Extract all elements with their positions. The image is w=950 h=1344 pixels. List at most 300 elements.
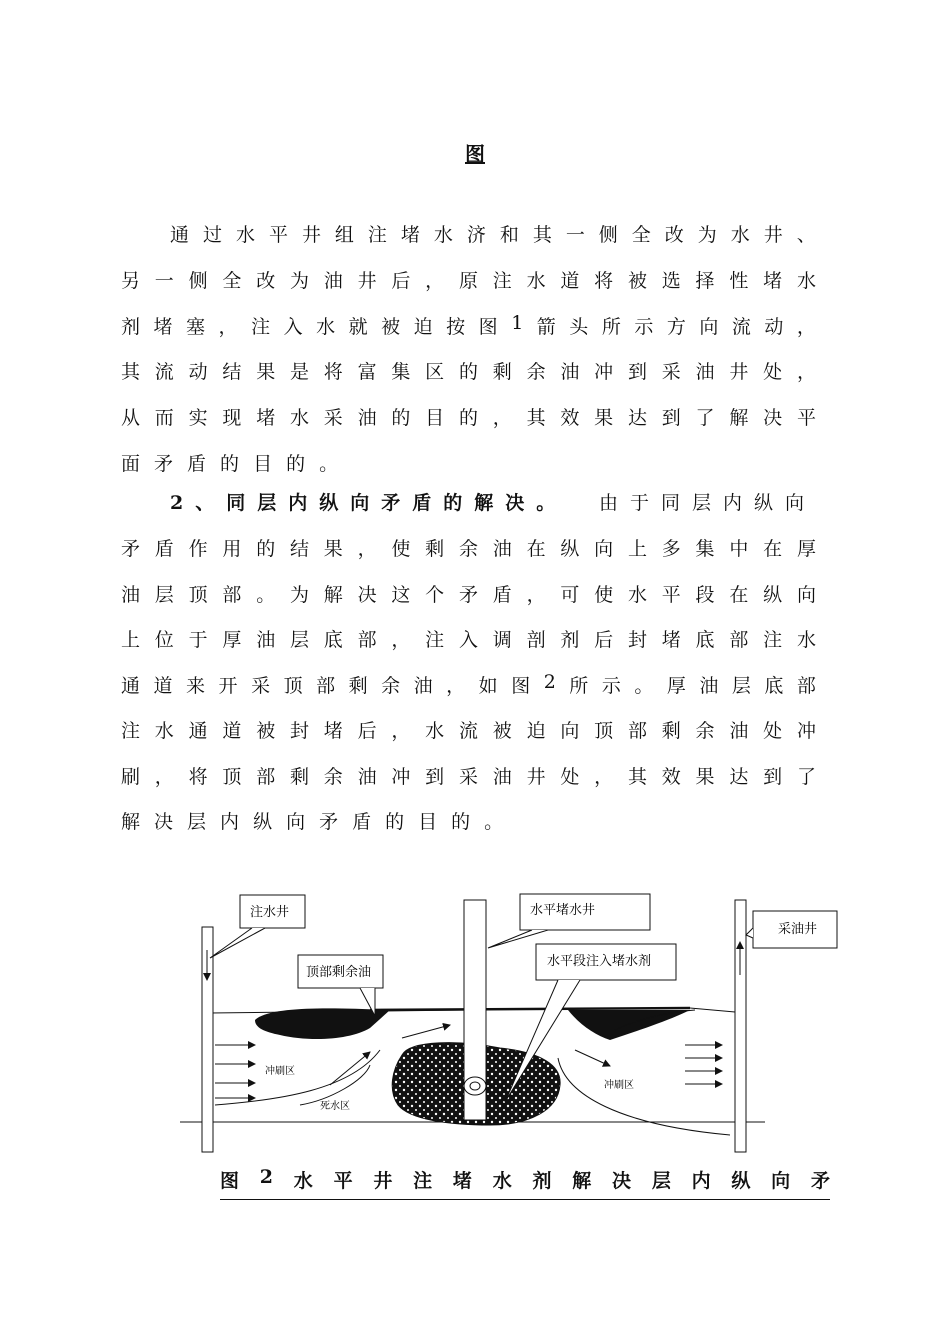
text-char: 决 — [357, 584, 377, 606]
text-char: 水 — [730, 224, 750, 246]
caption-char: 水 — [492, 1170, 512, 1192]
callout-pointer — [210, 928, 265, 958]
flow-curve-right — [558, 1058, 730, 1135]
text-char: 原 — [458, 270, 478, 292]
text-char: 全 — [222, 270, 242, 292]
text-char: 油 — [492, 538, 512, 560]
text-char: 纵 — [253, 811, 273, 833]
text-char: ， — [796, 316, 816, 338]
text-char: 择 — [695, 270, 715, 292]
text-char: 示 — [634, 316, 654, 338]
text-char: 道 — [560, 270, 580, 292]
text-char: 了 — [695, 407, 715, 429]
caption-char: 平 — [333, 1170, 353, 1192]
text-line — [121, 266, 816, 293]
text-char: 改 — [256, 270, 276, 292]
text-char: 矛 — [121, 538, 141, 560]
text-char: 顶 — [283, 675, 303, 697]
text-char: 济 — [466, 224, 486, 246]
text-char: 底 — [695, 629, 715, 651]
label-dead-water-zone: 死水区 — [320, 1101, 350, 1112]
text-char: 道 — [222, 720, 242, 742]
flow-curve-left — [215, 1050, 380, 1105]
text-char: ， — [391, 629, 411, 651]
text-char: 于 — [188, 629, 208, 651]
text-char: 油 — [729, 720, 749, 742]
text-char: 迫 — [526, 720, 546, 742]
text-char: ， — [492, 407, 512, 429]
text-char: 油 — [121, 584, 141, 606]
text-char: 现 — [222, 407, 242, 429]
text-char: 过 — [202, 224, 222, 246]
text-char: 堵 — [763, 270, 783, 292]
text-char: 示 — [601, 675, 621, 697]
text-char: 效 — [661, 766, 681, 788]
text-char: 、 — [796, 224, 816, 246]
text-char: 结 — [222, 361, 242, 383]
text-char: 水 — [316, 316, 336, 338]
text-char: 所 — [569, 675, 589, 697]
text-char: 流 — [154, 361, 174, 383]
text-char: 水 — [289, 407, 309, 429]
text-char: ， — [357, 538, 377, 560]
text-char: ， — [425, 270, 445, 292]
text-char: 水 — [154, 720, 174, 742]
text-char: 流 — [458, 720, 478, 742]
text-char: 封 — [289, 720, 309, 742]
label-flush-zone-right: 冲刷区 — [604, 1080, 634, 1091]
text-char: 实 — [188, 407, 208, 429]
text-char: 为 — [697, 224, 717, 246]
text-char: 通 — [188, 720, 208, 742]
caption-char: 注 — [413, 1170, 433, 1192]
text-char: 效 — [560, 407, 580, 429]
caption-char: 水 — [293, 1170, 313, 1192]
text-char: 井 — [526, 766, 546, 788]
text-char: 将 — [594, 270, 614, 292]
text-line — [121, 357, 816, 384]
text-char: 层 — [154, 584, 174, 606]
text-char: ， — [526, 584, 546, 606]
caption-char: 内 — [691, 1170, 711, 1192]
text-char: 选 — [661, 270, 681, 292]
text-char: 油 — [492, 766, 512, 788]
text-char: 面 — [121, 453, 141, 475]
text-char: 水 — [235, 224, 255, 246]
text-char: 达 — [627, 407, 647, 429]
text-char: 集 — [695, 538, 715, 560]
text-char: 到 — [763, 766, 783, 788]
text-char: 方 — [666, 316, 686, 338]
text-char: 采 — [661, 361, 681, 383]
text-char: 井 — [763, 224, 783, 246]
text-char: 到 — [661, 407, 681, 429]
text-char: 图 — [511, 675, 531, 697]
text-char: 果 — [323, 538, 343, 560]
text-char: 被 — [381, 316, 401, 338]
text-line — [121, 312, 816, 339]
text-char: 堵 — [661, 629, 681, 651]
text-char: 富 — [357, 361, 377, 383]
text-char: 。 — [256, 584, 276, 606]
text-char: 处 — [763, 720, 783, 742]
text-char: 个 — [425, 584, 445, 606]
text-char: 水 — [796, 629, 816, 651]
text-char: 剖 — [526, 629, 546, 651]
text-char: 处 — [560, 766, 580, 788]
text-line — [121, 449, 816, 476]
text-char: 动 — [188, 361, 208, 383]
text-char: 堵 — [256, 407, 276, 429]
text-char: 头 — [569, 316, 589, 338]
text-char: 入 — [283, 316, 303, 338]
text-char: 从 — [121, 407, 141, 429]
text-char: 多 — [661, 538, 681, 560]
text-char: 的 — [220, 453, 240, 475]
text-char: 注 — [763, 629, 783, 651]
text-char: 和 — [499, 224, 519, 246]
text-char: 通 — [170, 224, 190, 246]
text-char: 的 — [458, 361, 478, 383]
text-char: 注 — [121, 720, 141, 742]
text-char: 其 — [532, 224, 552, 246]
text-char: 余 — [323, 766, 343, 788]
layer-top-right — [690, 1008, 735, 1012]
text-char: 注 — [425, 629, 445, 651]
text-char: 剩 — [425, 538, 445, 560]
label-production-well: 采油井 — [778, 922, 818, 937]
top-remaining-oil-left — [255, 1008, 390, 1039]
text-char: 厚 — [222, 629, 242, 651]
text-char: 矛 — [154, 453, 174, 475]
text-char: 的 — [451, 811, 471, 833]
text-char: 来 — [186, 675, 206, 697]
text-char: 入 — [458, 629, 478, 651]
text-char: 冲 — [594, 361, 614, 383]
text-char: 道 — [153, 675, 173, 697]
text-char: 上 — [121, 629, 141, 651]
text-char: 而 — [154, 407, 174, 429]
text-char: 采 — [458, 766, 478, 788]
caption-char: 井 — [373, 1170, 393, 1192]
text-char: 侧 — [598, 224, 618, 246]
text-char: 目 — [425, 407, 445, 429]
text-char: 被 — [627, 270, 647, 292]
text-char: 位 — [154, 629, 174, 651]
text-char: 剩 — [289, 766, 309, 788]
label-injection-well: 注水井 — [250, 905, 290, 920]
label-horizontal-inject-agent: 水平段注入堵水剂 — [547, 954, 652, 969]
text-char: 水 — [425, 720, 445, 742]
text-char: 纵 — [763, 584, 783, 606]
text-char: ， — [594, 766, 614, 788]
dead-water-curve — [300, 1065, 370, 1105]
text-char: 刷 — [121, 766, 141, 788]
text-char: 矛 — [458, 584, 478, 606]
text-char: 向 — [699, 316, 719, 338]
production-well — [735, 900, 746, 1152]
caption-char: 2 — [259, 1166, 274, 1188]
text-char: 水 — [796, 270, 816, 292]
text-char: 部 — [222, 584, 242, 606]
text-char: 的 — [385, 811, 405, 833]
text-char: 一 — [565, 224, 585, 246]
text-char: 。 — [319, 453, 339, 475]
text-char: 水 — [627, 584, 647, 606]
text-char: 采 — [323, 407, 343, 429]
caption-char: 纵 — [731, 1170, 751, 1192]
text-char: 中 — [729, 538, 749, 560]
text-char: 为 — [289, 584, 309, 606]
text-char: ， — [154, 766, 174, 788]
text-char: 如 — [478, 675, 498, 697]
text-char: 油 — [357, 407, 377, 429]
text-char: 动 — [764, 316, 784, 338]
text-char: 冲 — [391, 766, 411, 788]
caption-char: 堵 — [452, 1170, 472, 1192]
text-char: 解 — [121, 811, 141, 833]
text-char: 部 — [729, 629, 749, 651]
caption-char: 图 — [220, 1170, 240, 1192]
text-char: 在 — [526, 538, 546, 560]
text-char: 其 — [627, 766, 647, 788]
section-heading: 2、同层内纵向矛盾的解决。 — [170, 492, 568, 514]
text-char: 堵 — [400, 224, 420, 246]
text-char: 解 — [729, 407, 749, 429]
text-line — [121, 580, 816, 607]
text-char: 后 — [594, 629, 614, 651]
text-char: 所 — [601, 316, 621, 338]
text-char: 层 — [289, 629, 309, 651]
text-char: 就 — [348, 316, 368, 338]
text-char: 顶 — [594, 720, 614, 742]
text-char: 余 — [526, 361, 546, 383]
text-char: 可 — [560, 584, 580, 606]
text-char: 按 — [446, 316, 466, 338]
text-char: 到 — [425, 766, 445, 788]
text-char: 后 — [391, 270, 411, 292]
text-char: 段 — [695, 584, 715, 606]
text-char: 向 — [560, 720, 580, 742]
text-char: 部 — [796, 675, 816, 697]
text-char: 层 — [187, 811, 207, 833]
text-char: 作 — [188, 538, 208, 560]
text-line — [121, 762, 816, 789]
text-char: 油 — [323, 270, 343, 292]
text-char: 将 — [188, 766, 208, 788]
text-char: 集 — [391, 361, 411, 383]
text-char: 其 — [526, 407, 546, 429]
text-char: 部 — [357, 629, 377, 651]
label-horizontal-plug-well: 水平堵水井 — [530, 903, 596, 918]
text-line — [121, 534, 816, 561]
text-char: 向 — [594, 538, 614, 560]
callout-pointer — [746, 928, 753, 938]
caption-char: 解 — [572, 1170, 592, 1192]
text-char: 油 — [695, 361, 715, 383]
text-line-section-heading — [170, 488, 816, 515]
text-char: 油 — [699, 675, 719, 697]
top-remaining-oil-right — [568, 1010, 690, 1040]
text-char: 井 — [357, 270, 377, 292]
text-char: 为 — [289, 270, 309, 292]
text-char: 油 — [357, 766, 377, 788]
text-char: 向 — [796, 584, 816, 606]
text-char: 另 — [121, 270, 141, 292]
text-char: 采 — [251, 675, 271, 697]
text-char: 矛 — [319, 811, 339, 833]
text-char: 纵 — [560, 538, 580, 560]
text-char: 平 — [268, 224, 288, 246]
text-char: 余 — [458, 538, 478, 560]
text-char: 是 — [289, 361, 309, 383]
text-char: ， — [446, 675, 466, 697]
text-char: 结 — [289, 538, 309, 560]
text-char: 注 — [367, 224, 387, 246]
text-char: 剂 — [121, 316, 141, 338]
well-section-circle — [464, 1077, 486, 1095]
text-char: 平 — [661, 584, 681, 606]
text-char: 部 — [316, 675, 336, 697]
text-char: 开 — [218, 675, 238, 697]
text-char: 油 — [256, 629, 276, 651]
text-char: 的 — [256, 538, 276, 560]
text-line — [121, 671, 816, 698]
text-char: 解 — [323, 584, 343, 606]
text-char: 油 — [413, 675, 433, 697]
text-char: ， — [391, 720, 411, 742]
text-char: 被 — [256, 720, 276, 742]
text-char: 在 — [729, 584, 749, 606]
figure-heading: 图 — [465, 142, 485, 166]
text-char: 剩 — [492, 361, 512, 383]
text-char: 井 — [301, 224, 321, 246]
text-char: 使 — [594, 584, 614, 606]
text-char: 果 — [594, 407, 614, 429]
text-char: 堵 — [153, 316, 173, 338]
label-flush-zone-left: 冲刷区 — [265, 1066, 295, 1077]
text-char: 的 — [391, 407, 411, 429]
text-char: 达 — [729, 766, 749, 788]
text-char: 调 — [492, 629, 512, 651]
caption-char: 决 — [612, 1170, 632, 1192]
text-char: 全 — [631, 224, 651, 246]
text-line — [121, 625, 816, 652]
section-heading-rest: 由于同层内纵向 — [598, 492, 816, 514]
text-char: 注 — [251, 316, 271, 338]
text-char: 目 — [253, 453, 273, 475]
text-char: 改 — [664, 224, 684, 246]
text-char: 被 — [492, 720, 512, 742]
text-char: 水 — [433, 224, 453, 246]
text-char: 。 — [634, 675, 654, 697]
flow-arrow-upper — [402, 1025, 450, 1038]
flow-arrow-diagonal — [330, 1052, 370, 1085]
text-line — [121, 716, 816, 743]
text-char: 用 — [222, 538, 242, 560]
text-char: 油 — [560, 361, 580, 383]
text-char: 堵 — [323, 720, 343, 742]
text-char: 部 — [256, 766, 276, 788]
text-char: 通 — [121, 675, 141, 697]
text-line — [121, 807, 816, 834]
caption-char: 层 — [651, 1170, 671, 1192]
text-char: 余 — [381, 675, 401, 697]
text-char: 在 — [763, 538, 783, 560]
text-char: 平 — [796, 407, 816, 429]
text-char: 箭 — [536, 316, 556, 338]
text-char: 水 — [526, 270, 546, 292]
text-char: 盾 — [492, 584, 512, 606]
flow-arrow-diagonal-right — [575, 1050, 610, 1066]
text-char: 2 — [543, 671, 556, 693]
text-char: 注 — [492, 270, 512, 292]
text-char: 塞 — [186, 316, 206, 338]
text-char: 流 — [731, 316, 751, 338]
text-char: 果 — [256, 361, 276, 383]
text-char: 顶 — [188, 584, 208, 606]
text-char: 顶 — [222, 766, 242, 788]
layer-top-thick — [370, 1008, 690, 1010]
text-char: 厚 — [796, 538, 816, 560]
text-char: 到 — [627, 361, 647, 383]
text-char: 盾 — [187, 453, 207, 475]
figure-2-diagram — [170, 880, 818, 1170]
text-char: 冲 — [796, 720, 816, 742]
text-char: 层 — [731, 675, 751, 697]
text-char: 一 — [154, 270, 174, 292]
text-char: 盾 — [352, 811, 372, 833]
text-char: 1 — [511, 312, 524, 334]
text-char: ， — [796, 361, 816, 383]
text-char: 上 — [627, 538, 647, 560]
text-char: 盾 — [154, 538, 174, 560]
text-char: 封 — [627, 629, 647, 651]
text-char: 图 — [478, 316, 498, 338]
text-char: 部 — [627, 720, 647, 742]
text-char: 。 — [484, 811, 504, 833]
text-char: 其 — [121, 361, 141, 383]
text-char: 决 — [763, 407, 783, 429]
text-char: 了 — [796, 766, 816, 788]
text-char: 使 — [391, 538, 411, 560]
text-char: 性 — [729, 270, 749, 292]
text-char: 侧 — [188, 270, 208, 292]
text-char: 厚 — [666, 675, 686, 697]
text-char: 将 — [323, 361, 343, 383]
text-char: 的 — [458, 407, 478, 429]
label-top-remaining-oil: 顶部剩余油 — [306, 965, 372, 980]
text-char: 剂 — [560, 629, 580, 651]
text-char: 决 — [154, 811, 174, 833]
text-char: 底 — [323, 629, 343, 651]
text-char: 剩 — [661, 720, 681, 742]
text-char: 剩 — [348, 675, 368, 697]
caption-char: 向 — [771, 1170, 791, 1192]
text-char: 这 — [391, 584, 411, 606]
text-char: 区 — [425, 361, 445, 383]
text-char: ， — [218, 316, 238, 338]
figure-caption — [220, 1166, 830, 1200]
text-char: 井 — [729, 361, 749, 383]
text-char: 底 — [764, 675, 784, 697]
text-char: 处 — [763, 361, 783, 383]
text-line — [121, 403, 816, 430]
text-char: 向 — [286, 811, 306, 833]
text-char: 果 — [695, 766, 715, 788]
text-char: 目 — [418, 811, 438, 833]
text-char: 的 — [286, 453, 306, 475]
